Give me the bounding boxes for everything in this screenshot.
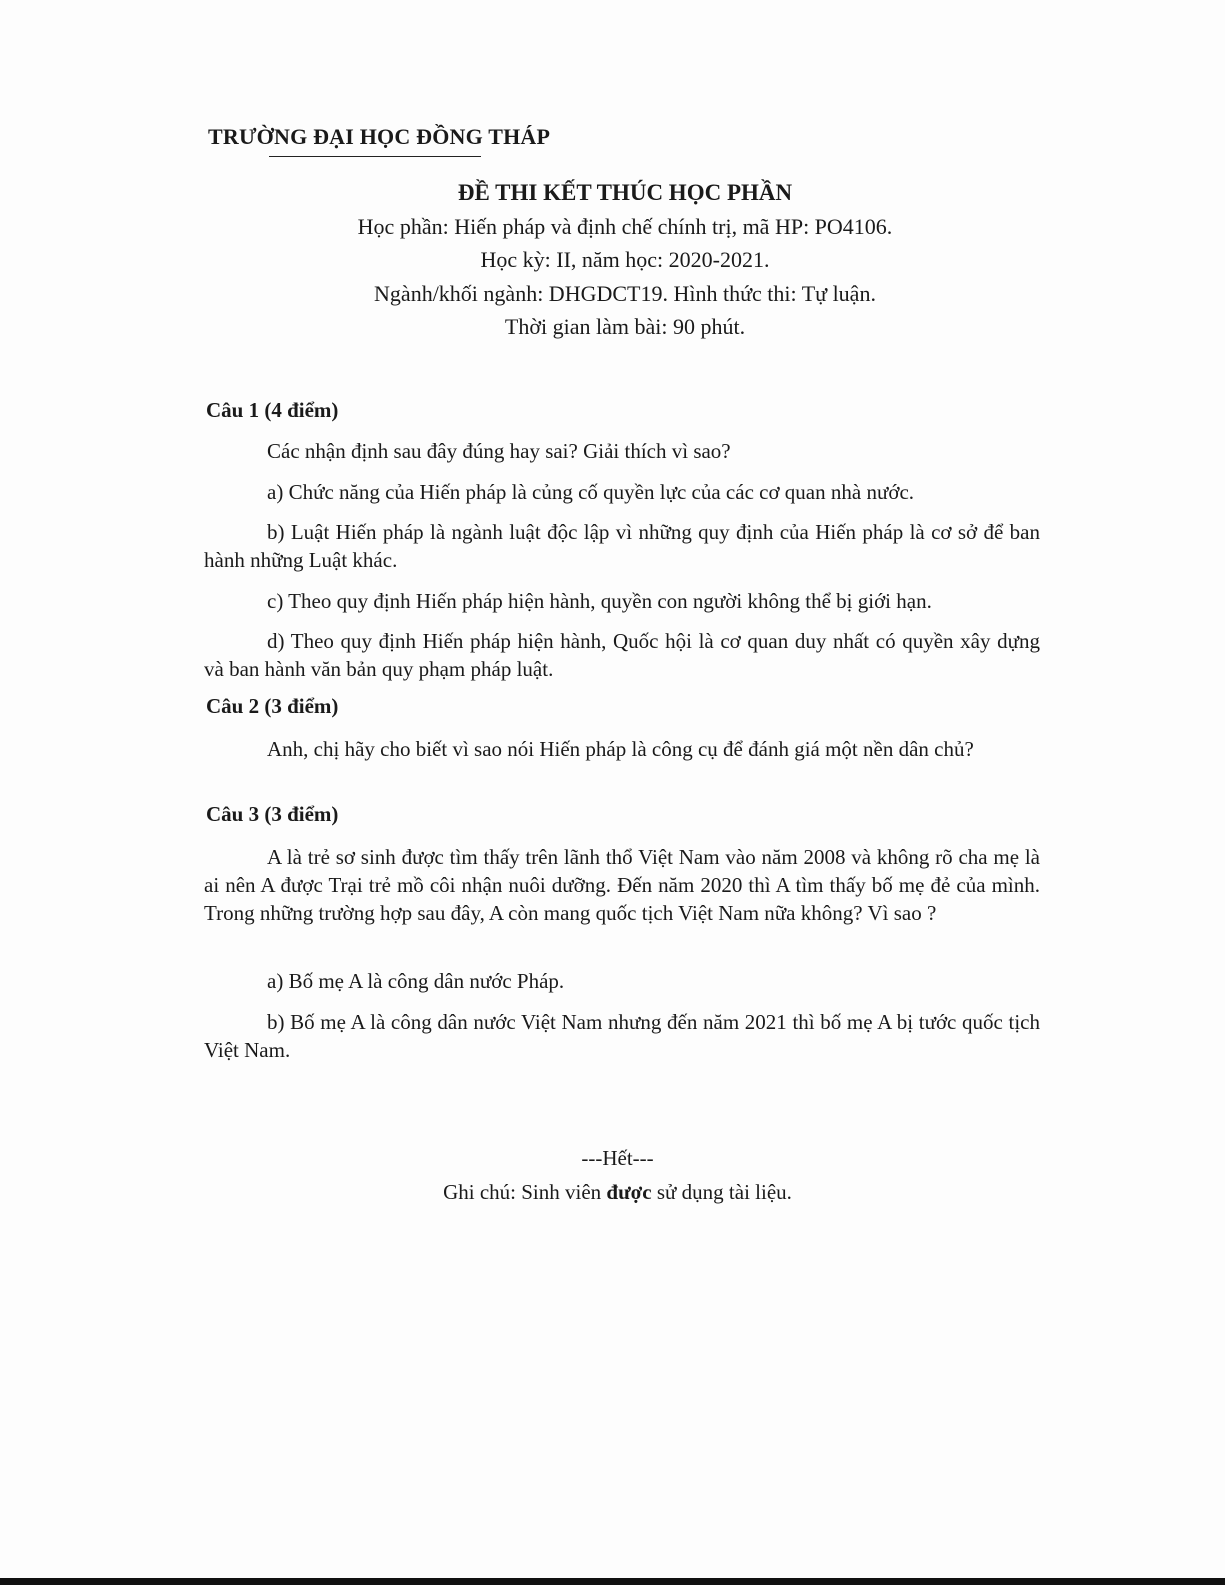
note-bold: được — [606, 1180, 652, 1204]
question-1-item-a: a) Chức năng của Hiến pháp là củng cố quyền lực của các cơ quan nhà nước. — [267, 480, 915, 504]
question-1-intro: Các nhận định sau đây đúng hay sai? Giải thích vì sao? — [267, 439, 731, 463]
course-line: Học phần: Hiến pháp và định chế chính trị, mã HP: PO4106. — [357, 214, 893, 239]
question-1-item-d: d) Theo quy định Hiến pháp hiện hành, Quốc hội là cơ quan duy nhất có quyền xây dựng và ban hành văn bản quy phạm pháp luật. — [204, 629, 1040, 681]
question-3-item-b: b) Bố mẹ A là công dân nước Việt Nam nhưng đến năm 2021 thì bố mẹ A bị tước quốc tịch Việt Nam. — [204, 1010, 1040, 1062]
footer-note — [300, 1180, 935, 1205]
question-2-heading: Câu 2 (3 điểm) — [206, 694, 339, 718]
question-1-item-b: b) Luật Hiến pháp là ngành luật độc lập vì những quy định của Hiến pháp là cơ sở để ban hành những Luật khác. — [204, 520, 1040, 572]
question-3-heading: Câu 3 (3 điểm) — [206, 802, 339, 826]
note-suffix: sử dụng tài liệu. — [651, 1180, 792, 1204]
school-underline — [269, 156, 481, 157]
question-2-intro: Anh, chị hãy cho biết vì sao nói Hiến pháp là công cụ để đánh giá một nền dân chủ? — [267, 737, 974, 761]
question-3-item-a: a) Bố mẹ A là công dân nước Pháp. — [267, 969, 565, 993]
exam-title: ĐỀ THI KẾT THÚC HỌC PHẦN — [457, 180, 793, 205]
school-name: TRƯỜNG ĐẠI HỌC ĐỒNG THÁP — [208, 124, 551, 149]
question-3-intro: A là trẻ sơ sinh được tìm thấy trên lãnh thổ Việt Nam vào năm 2008 và không rõ cha mẹ là ai nên A được Trại trẻ mồ côi nhận nuôi dưỡng. Đến năm 2020 thì A tìm thấy bố mẹ đẻ của mình. Trong những trường hợp sau đây, A còn mang quốc tịch Việt Nam nữa không? Vì sao ? — [204, 845, 1040, 925]
question-1-item-c: c) Theo quy định Hiến pháp hiện hành, quyền con người không thể bị giới hạn. — [267, 589, 932, 613]
end-mark: ---Hết--- — [581, 1146, 654, 1170]
scan-bottom-edge — [0, 1578, 1225, 1585]
major-line: Ngành/khối ngành: DHGDCT19. Hình thức thi: Tự luận. — [374, 281, 876, 306]
note-prefix: Ghi chú: Sinh viên — [443, 1180, 607, 1204]
time-line: Thời gian làm bài: 90 phút. — [504, 314, 746, 339]
question-1-heading: Câu 1 (4 điểm) — [206, 398, 339, 422]
semester-line: Học kỳ: II, năm học: 2020-2021. — [480, 247, 770, 272]
